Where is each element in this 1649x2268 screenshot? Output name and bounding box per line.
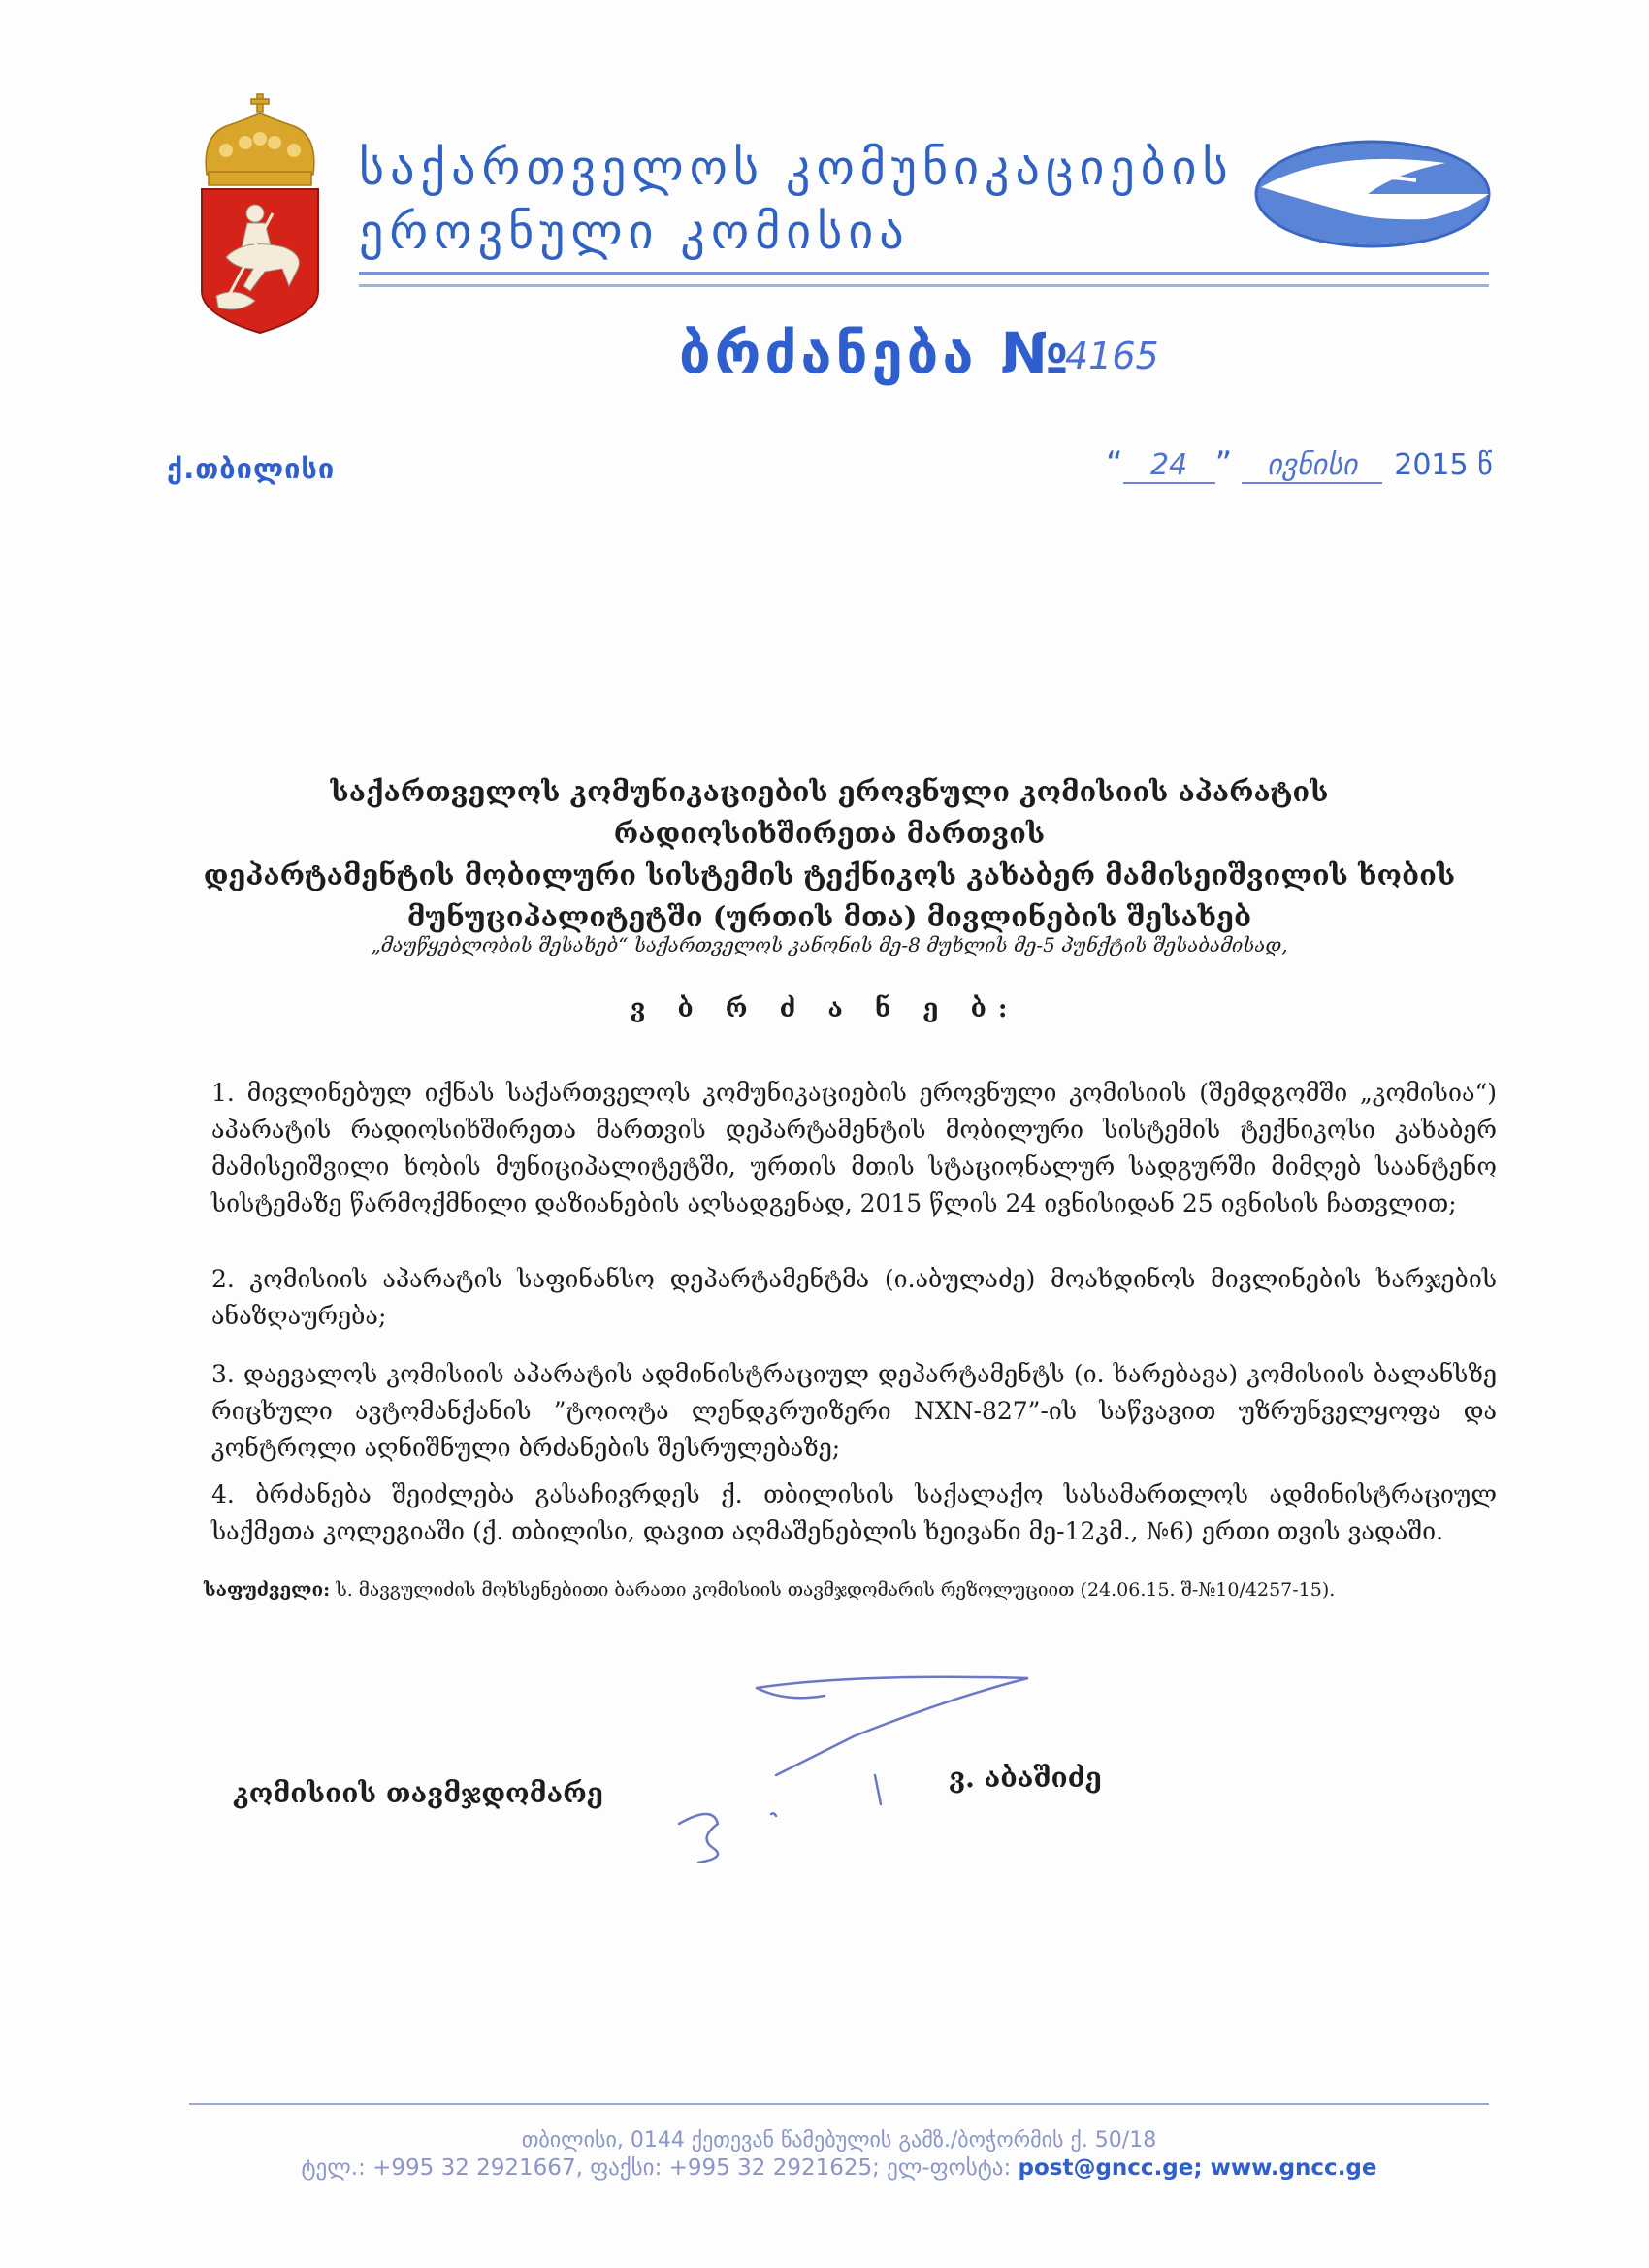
footer-phone-fax: ტელ.: +995 32 2921667, ფაქსი: +995 32 2921625; ელ-ფოსტა: <box>301 2155 1018 2181</box>
order-heading: ვ ბ რ ძ ა ნ ე ბ: <box>630 994 1019 1023</box>
order-item-3: 3. დაევალოს კომისიის აპარატის ადმინისტრაციულ დეპარტამენტს (ი. ხარებავა) კომისიის ბალანსზე რიცხული ავტომანქანის ”ტოიოტა ლენდკრუიზერი NXN-827”-ის საწვავით უზრუნველყოფა და კონტროლი აღნიშნული ბრძანების შესრულებაზე; <box>211 1360 1497 1462</box>
date-year: 2015 წ <box>1394 448 1493 482</box>
footer-address: თბილისი, 0144 ქეთევან წამებულის გამზ./ბოჭორმის ქ. 50/18 <box>521 2128 1157 2153</box>
date-month: ივნისი <box>1242 448 1382 484</box>
order-subject <box>184 771 1474 938</box>
organization-name <box>359 136 1234 264</box>
order-item-2: 2. კომისიის აპარატის საფინანსო დეპარტამენტმა (ი.აბულაძე) მოახდინოს მივლინების ხარჯების ანაზღაურება; <box>211 1265 1497 1330</box>
subject-line: საქართველოს კომუნიკაციების ეროვნული კომისიის აპარატის რადიოსიხშირეთა მართვის <box>330 775 1329 850</box>
signatory-position: კომისიის თავმჯდომარე <box>233 1777 603 1809</box>
footer-email-website[interactable]: post@gncc.ge; www.gncc.ge <box>1018 2155 1377 2181</box>
organization-name-line1: საქართველოს კომუნიკაციების <box>359 140 1234 196</box>
order-number: 4165 <box>1065 335 1159 377</box>
open-quote-mark: “ <box>1106 444 1123 483</box>
footer-contacts <box>189 2155 1489 2181</box>
subject-line: მუნუციპალიტეტში (ურთის მთა) მივლინების შესახებ <box>406 900 1252 933</box>
city-label: ქ.თბილისი <box>167 452 336 485</box>
order-item-4: 4. ბრძანება შეიძლება გასაჩივრდეს ქ. თბილისის საქალაქო სასამართლოს ადმინისტრაციულ საქმეთა კოლეგიაში (ქ. თბილისი, დავით აღმაშენებლის ხეივანი მე-12კმ., №6) ერთი თვის ვადაში. <box>211 1480 1497 1545</box>
basis-footnote <box>204 1579 1494 1601</box>
close-quote-mark: ” <box>1214 444 1233 483</box>
header-divider <box>359 272 1489 275</box>
organization-name-line2: ეროვნული კომისია <box>359 204 910 260</box>
footnote-text: ს. მავგულიძის მოხსენებითი ბარათი კომისიის თავმჯდომარის რეზოლუციით (24.06.15. შ-№10/4257-15). <box>336 1579 1336 1601</box>
order-date <box>1106 444 1493 484</box>
footer-divider <box>189 2103 1489 2105</box>
footnote-label: საფუძველი: <box>204 1579 331 1601</box>
date-day: 24 <box>1123 448 1215 484</box>
legal-basis: „მაუწყებლობის შესახებ“ საქართველოს კანონის მე-8 მუხლის მე-5 პუნქტის შესაბამისად, <box>371 933 1288 956</box>
header-divider-thin <box>359 284 1489 287</box>
order-title: ბრძანება № <box>679 320 1073 386</box>
coat-of-arms-logo <box>197 92 323 335</box>
gncc-logo <box>1251 134 1494 250</box>
subject-line: დეპარტამენტის მობილური სისტემის ტექნიკოს კახაბერ მამისეიშვილის ხობის <box>203 859 1456 891</box>
signatory-name: ვ. აბაშიძე <box>949 1762 1102 1794</box>
order-item-1: 1. მივლინებულ იქნას საქართველოს კომუნიკაციების ეროვნული კომისიის (შემდგომში „კომისია“) აპარატის რადიოსიხშირეთა მართვის დეპარტამენტის მობილური სისტემის ტექნიკოსი კახაბერ მამისეიშვილი ხობის მუნიციპალიტეტში, ურთის მთის სტაციონალურ სადგურში მიმღებ საანტენო სისტემაზე წარმოქმნილი დაზიანების აღსადგენად, 2015 წლის 24 ივნისიდან 25 ივნისის ჩათვლით; <box>211 1079 1497 1217</box>
